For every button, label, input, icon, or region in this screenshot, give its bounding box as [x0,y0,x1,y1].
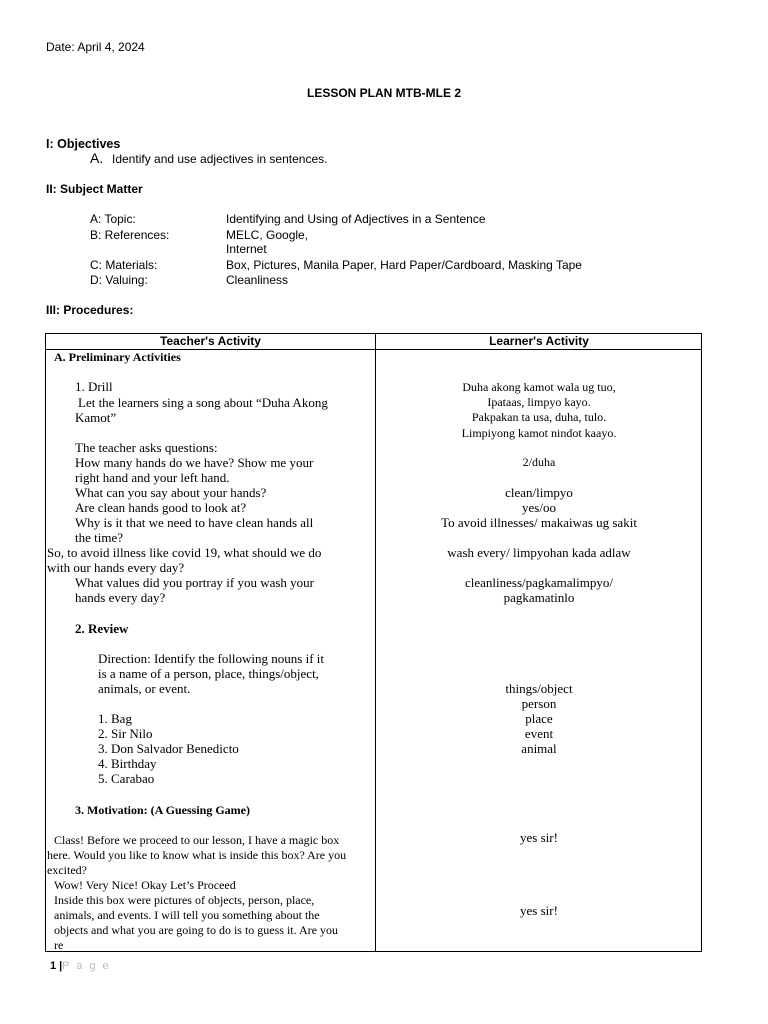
question-6: What values did you portray if you wash your [75,575,315,590]
review-direction-cont-2: animals, or event. [98,681,191,696]
review-answer: person [521,696,557,711]
materials-label: C: Materials: [90,258,158,272]
review-item: 5. Carabao [98,771,155,786]
review-title: 2. Review [75,621,129,636]
motivation-line: Wow! Very Nice! Okay Let’s Proceed [54,878,236,892]
drill-instruction: Let the learners sing a song about “Duha Akong [78,395,328,410]
song-line: Limpiyong kamot nindot kaayo. [461,426,617,440]
drill-title: 1. Drill [75,379,113,394]
song-line: Ipataas, limpyo kayo. [487,395,591,409]
answer-hands-count: 2/duha [522,455,556,469]
objective-a-letter: A. [90,150,104,166]
review-item: 1. Bag [98,711,132,726]
review-direction: Direction: Identify the following nouns if it [98,651,325,666]
review-item: 3. Don Salvador Benedicto [98,741,239,756]
question-3: Are clean hands good to look at? [75,500,247,515]
review-answer: things/object [505,681,573,696]
drill-instruction-cont: Kamot” [75,410,117,425]
objectives-heading: I: Objectives [46,137,121,151]
review-answer: place [525,711,553,726]
procedures-table [45,333,702,952]
question-1: How many hands do we have? Show me your [75,455,314,470]
teacher-activity-header: Teacher's Activity [160,334,261,348]
objective-a-text: Identify and use adjectives in sentences. [112,152,328,166]
answer-values-cont: pagkamatinlo [503,590,575,605]
motivation-line: Class! Before we proceed to our lesson, I have a magic box [54,833,340,847]
motivation-line: objects and what you are going to do is to guess it. Are you [54,923,338,937]
motivation-line: Inside this box were pictures of objects, person, place, [54,893,315,907]
page-title: LESSON PLAN MTB-MLE 2 [306,86,461,100]
answer-hands-quality: clean/limpyo [505,485,573,500]
valuing-value: Cleanliness [226,273,289,287]
question-5: So, to avoid illness like covid 19, what should we do [47,545,322,560]
question-5-cont: with our hands every day? [47,560,185,575]
page-label: P a g e [62,960,111,972]
motivation-line: excited? [47,863,87,877]
valuing-label: D: Valuing: [90,273,148,287]
review-item: 4. Birthday [98,756,157,771]
answer-values: cleanliness/pagkamalimpyo/ [464,575,613,590]
references-value-cont: Internet [226,242,267,256]
motivation-title: 3. Motivation: (A Guessing Game) [75,803,250,817]
question-4: Why is it that we need to have clean hands all [75,515,314,530]
motivation-line: animals, and events. I will tell you something about the [54,908,320,922]
references-label: B: References: [90,228,170,242]
answer-why-clean: To avoid illnesses/ makaiwas ug sakit [441,515,637,530]
song-line: Duha akong kamot wala ug tuo, [462,380,616,394]
topic-value: Identifying and Using of Adjectives in a Sentence [226,212,486,226]
answer-clean-hands: yes/oo [522,500,556,515]
lesson-date: Date: April 4, 2024 [46,40,145,54]
preliminary-activities: A. Preliminary Activities [54,350,181,364]
answer-wash: wash every/ limpyohan kada adlaw [447,545,631,560]
review-answer: event [524,726,554,741]
subject-matter-heading: II: Subject Matter [46,182,143,196]
song-line: Pakpakan ta usa, duha, tulo. [471,410,607,424]
motivation-line: here. Would you like to know what is inside this box? Are you [47,848,347,862]
references-value: MELC, Google, [226,228,309,242]
question-1-cont: right hand and your left hand. [75,470,230,485]
page-number: 1 | [50,960,63,972]
questions-intro: The teacher asks questions: [75,440,218,455]
review-direction-cont: is a name of a person, place, things/object, [98,666,319,681]
procedures-heading: III: Procedures: [46,303,134,317]
motivation-answer: yes sir! [520,903,558,918]
topic-label: A: Topic: [90,212,136,226]
motivation-answer: yes sir! [520,830,558,845]
learner-activity-header: Learner's Activity [489,334,589,348]
question-6-cont: hands every day? [75,590,166,605]
motivation-line: re [54,938,64,952]
materials-value: Box, Pictures, Manila Paper, Hard Paper/Cardboard, Masking Tape [226,258,582,272]
review-item: 2. Sir Nilo [98,726,153,741]
question-4-cont: the time? [75,530,124,545]
question-2: What can you say about your hands? [75,485,267,500]
review-answer: animal [521,741,557,756]
